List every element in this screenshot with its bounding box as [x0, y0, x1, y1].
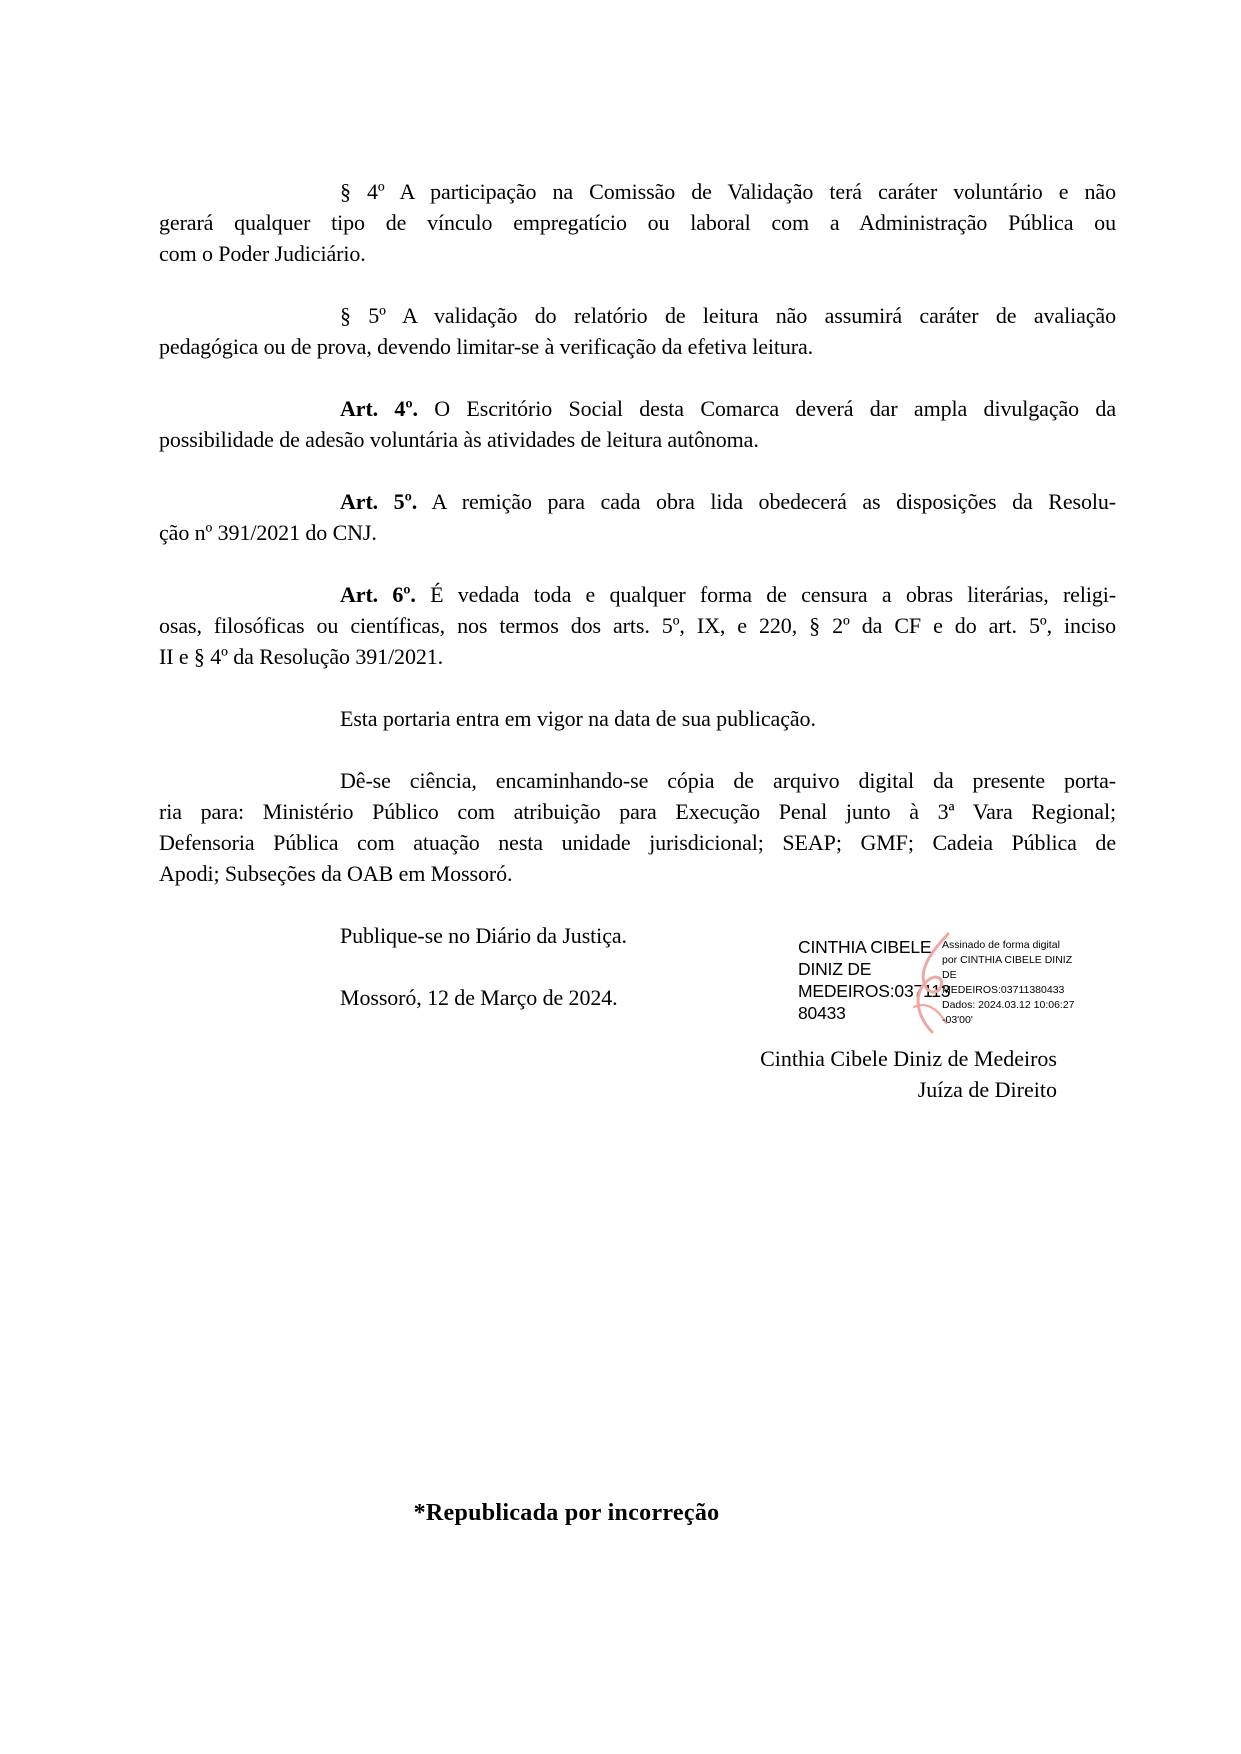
signer-title: Juíza de Direito [917, 1077, 1057, 1102]
body-paragraph [159, 393, 1116, 455]
stamp-detail-line: por CINTHIA CIBELE DINIZ [942, 954, 1073, 966]
article-label: Art. 5º. [340, 489, 418, 514]
text-line: Dê-se ciência, encaminhando-se cópia de arquivo digital da presente porta- [340, 768, 1116, 793]
stamp-detail-line: Assinado de forma digital [942, 939, 1060, 951]
text-line: Esta portaria entra em vigor na data de sua publicação. [340, 706, 816, 731]
body-paragraph [159, 765, 1116, 889]
body-paragraph [159, 486, 1116, 548]
stamp-detail-line: MEDEIROS:03711380433 [942, 984, 1065, 996]
text-line: ção nº 391/2021 do CNJ. [159, 520, 377, 545]
text-line: II e § 4º da Resolução 391/2021. [159, 644, 444, 669]
text-line: Publique-se no Diário da Justiça. [340, 923, 627, 948]
text-line: § 4º A participação na Comissão de Validação terá caráter voluntário e não [340, 179, 1116, 204]
text-line: Art. 5º. A remição para cada obra lida obedecerá as disposições da Resolu- [340, 489, 1116, 514]
text-line: Mossoró, 12 de Março de 2024. [340, 985, 618, 1010]
stamp-name-line: MEDEIROS:037113 [798, 981, 951, 1001]
signer-name: Cinthia Cibele Diniz de Medeiros [760, 1046, 1057, 1071]
body-paragraph [159, 176, 1116, 269]
text-line: pedagógica ou de prova, devendo limitar-se à verificação da efetiva leitura. [159, 334, 814, 359]
text-line: ria para: Ministério Público com atribuição para Execução Penal junto à 3ª Vara Regional; [159, 799, 1116, 824]
text-line: gerará qualquer tipo de vínculo empregatício ou laboral com a Administração Pública ou [159, 210, 1116, 235]
republication-note: *Republicada por incorreção [413, 1500, 720, 1526]
text-line: Art. 4º. O Escritório Social desta Comarca deverá dar ampla divulgação da [340, 396, 1116, 421]
document-body [159, 176, 1116, 1044]
stamp-detail-line: Dados: 2024.03.12 10:06:27 [942, 999, 1075, 1011]
stamp-name-line: 80433 [798, 1003, 846, 1023]
article-label: Art. 6º. [340, 582, 416, 607]
stamp-name-line: DINIZ DE [798, 959, 872, 979]
stamp-name-line: CINTHIA CIBELE [798, 937, 932, 957]
text-line: Art. 6º. É vedada toda e qualquer forma de censura a obras literárias, religi- [340, 582, 1116, 607]
text-line: Apodi; Subseções da OAB em Mossoró. [159, 861, 513, 886]
text-line: com o Poder Judiciário. [159, 241, 366, 266]
text-line: osas, filosóficas ou científicas, nos termos dos arts. 5º, IX, e 220, § 2º da CF e do art. 5º, inciso [159, 613, 1116, 638]
signature-stamp-details [942, 938, 1075, 1028]
body-paragraph [159, 579, 1116, 672]
article-label: Art. 4º. [340, 396, 418, 421]
stamp-detail-line: DE [942, 969, 957, 981]
text-line: § 5º A validação do relatório de leitura não assumirá caráter de avaliação [340, 303, 1116, 328]
body-paragraph [159, 703, 1116, 734]
text-line: Defensoria Pública com atuação nesta unidade jurisdicional; SEAP; GMF; Cadeia Pública de [159, 830, 1116, 855]
body-paragraph [159, 300, 1116, 362]
stamp-detail-line: -03'00' [942, 1014, 973, 1026]
signer-block [760, 1043, 1057, 1105]
text-line: possibilidade de adesão voluntária às atividades de leitura autônoma. [159, 427, 759, 452]
